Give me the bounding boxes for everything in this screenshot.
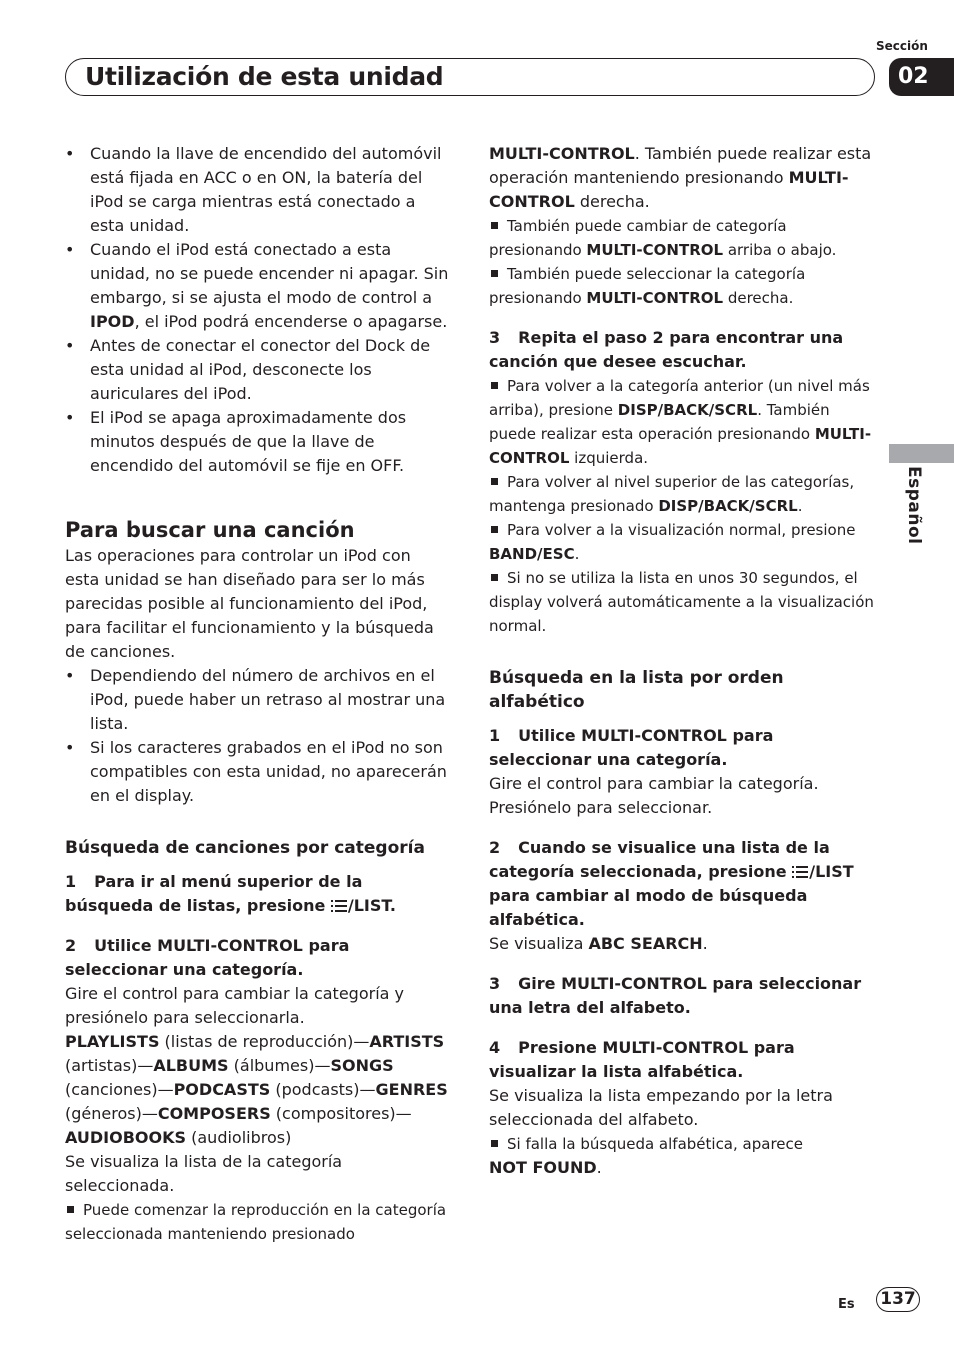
right-column [489, 142, 875, 1180]
alpha-step-4-text: Se visualiza la lista empezando por la letra seleccionada del alfabeto. [489, 1086, 833, 1129]
category-list: PLAYLISTS (listas de reproducción)—ARTISTS (artistas)—ALBUMS (álbumes)—SONGS (canciones)—PODCASTS (podcasts)—GENRES (géneros)—COMPOSERS (compositores)—AUDIOBOOKS (audiolibros) [65, 1032, 448, 1147]
step-2-text: Gire el control para cambiar la categoría y presiónelo para seleccionarla. [65, 984, 404, 1027]
note-bullet-icon [491, 574, 498, 581]
intro-paragraph: Las operaciones para controlar un iPod con esta unidad se han diseñado para ser lo más parecidas posible al funcionamiento del iPod, para facilitar el funcionamiento y la búsqueda de canciones. [65, 546, 434, 661]
note: Si no se utiliza la lista en unos 30 segundos, el display volverá automáticamente a la visualización normal. [489, 569, 874, 635]
not-found-text: NOT FOUND. [489, 1158, 602, 1177]
alpha-step-1: 1 Utilice MULTI-CONTROL para seleccionar una categoría. [489, 726, 774, 769]
page-title: Utilización de esta unidad [85, 62, 444, 91]
language-code: Es [838, 1297, 855, 1312]
alpha-step-2: 2 Cuando se visualice una lista de la categoría seleccionada, presione /LIST para cambiar al modo de búsqueda alfabética. [489, 838, 854, 929]
note: Para volver al nivel superior de las categorías, mantenga presionado DISP/BACK/SCRL. [489, 473, 855, 515]
left-column [65, 142, 450, 1246]
list-item: • El iPod se apaga aproximadamente dos minutos después de que la llave de encendido del automóvil se fije en OFF. [65, 406, 450, 478]
continued-text: MULTI-CONTROL. También puede realizar esta operación manteniendo presionando MULTI-CONTROL derecha. [489, 144, 872, 211]
subsection-heading: Búsqueda en la lista por orden alfabético [489, 668, 784, 712]
list-icon [331, 900, 347, 912]
note-bullet-icon [491, 1140, 498, 1147]
alpha-step-4: 4 Presione MULTI-CONTROL para visualizar la lista alfabética. [489, 1038, 795, 1081]
note: También puede cambiar de categoría presionando MULTI-CONTROL arriba o abajo. [489, 217, 837, 259]
section-label: Sección [876, 39, 928, 53]
list-icon [792, 866, 808, 878]
note-bullet-icon [491, 222, 498, 229]
subsection-heading: Búsqueda de canciones por categoría [65, 838, 425, 858]
step-1: 1 Para ir al menú superior de la búsqueda de listas, presione /LIST. [65, 872, 396, 915]
note: Para volver a la categoría anterior (un nivel más arriba), presione DISP/BACK/SCRL. También puede realizar esta operación presionando MULTI-CONTROL izquierda. [489, 377, 872, 467]
list-item: • Cuando el iPod está conectado a esta unidad, no se puede encender ni apagar. Sin embargo, si se ajusta el modo de control a IPOD, el iPod podrá encenderse o apagarse. [65, 238, 450, 334]
list-item: • Dependiendo del número de archivos en el iPod, puede haber un retraso al mostrar una lista. [65, 664, 450, 736]
language-tab [889, 444, 954, 463]
list-item: • Si los caracteres grabados en el iPod no son compatibles con esta unidad, no aparecerán en el display. [65, 736, 450, 808]
alpha-step-3: 3 Gire MULTI-CONTROL para seleccionar una letra del alfabeto. [489, 974, 862, 1017]
note: Puede comenzar la reproducción en la categoría seleccionada manteniendo presionado [65, 1201, 447, 1243]
page-number: 137 [876, 1287, 920, 1312]
note: Si falla la búsqueda alfabética, aparece [489, 1132, 875, 1156]
note-bullet-icon [67, 1206, 74, 1213]
note-bullet-icon [491, 526, 498, 533]
note-bullet-icon [491, 478, 498, 485]
step-3: 3 Repita el paso 2 para encontrar una canción que desee escuchar. [489, 328, 844, 371]
note: También puede seleccionar la categoría presionando MULTI-CONTROL derecha. [489, 265, 806, 307]
language-label: Español [904, 466, 924, 545]
section-heading: Para buscar una canción [65, 518, 355, 542]
note-bullet-icon [491, 382, 498, 389]
list-item: • Cuando la llave de encendido del automóvil está fijada en ACC o en ON, la batería del iPod se carga mientras está conectado a esta unidad. [65, 142, 450, 238]
step-2: 2 Utilice MULTI-CONTROL para seleccionar una categoría. [65, 936, 350, 979]
list-item: • Antes de conectar el conector del Dock de esta unidad al iPod, desconecte los auriculares del iPod. [65, 334, 450, 406]
note-bullet-icon [491, 270, 498, 277]
alpha-step-2-text: Se visualiza ABC SEARCH. [489, 934, 708, 953]
note: Para volver a la visualización normal, presione BAND/ESC. [489, 521, 856, 563]
step-2-after: Se visualiza la lista de la categoría seleccionada. [65, 1152, 343, 1195]
section-number: 02 [889, 58, 954, 96]
alpha-step-1-text: Gire el control para cambiar la categoría. Presiónelo para seleccionar. [489, 774, 819, 817]
